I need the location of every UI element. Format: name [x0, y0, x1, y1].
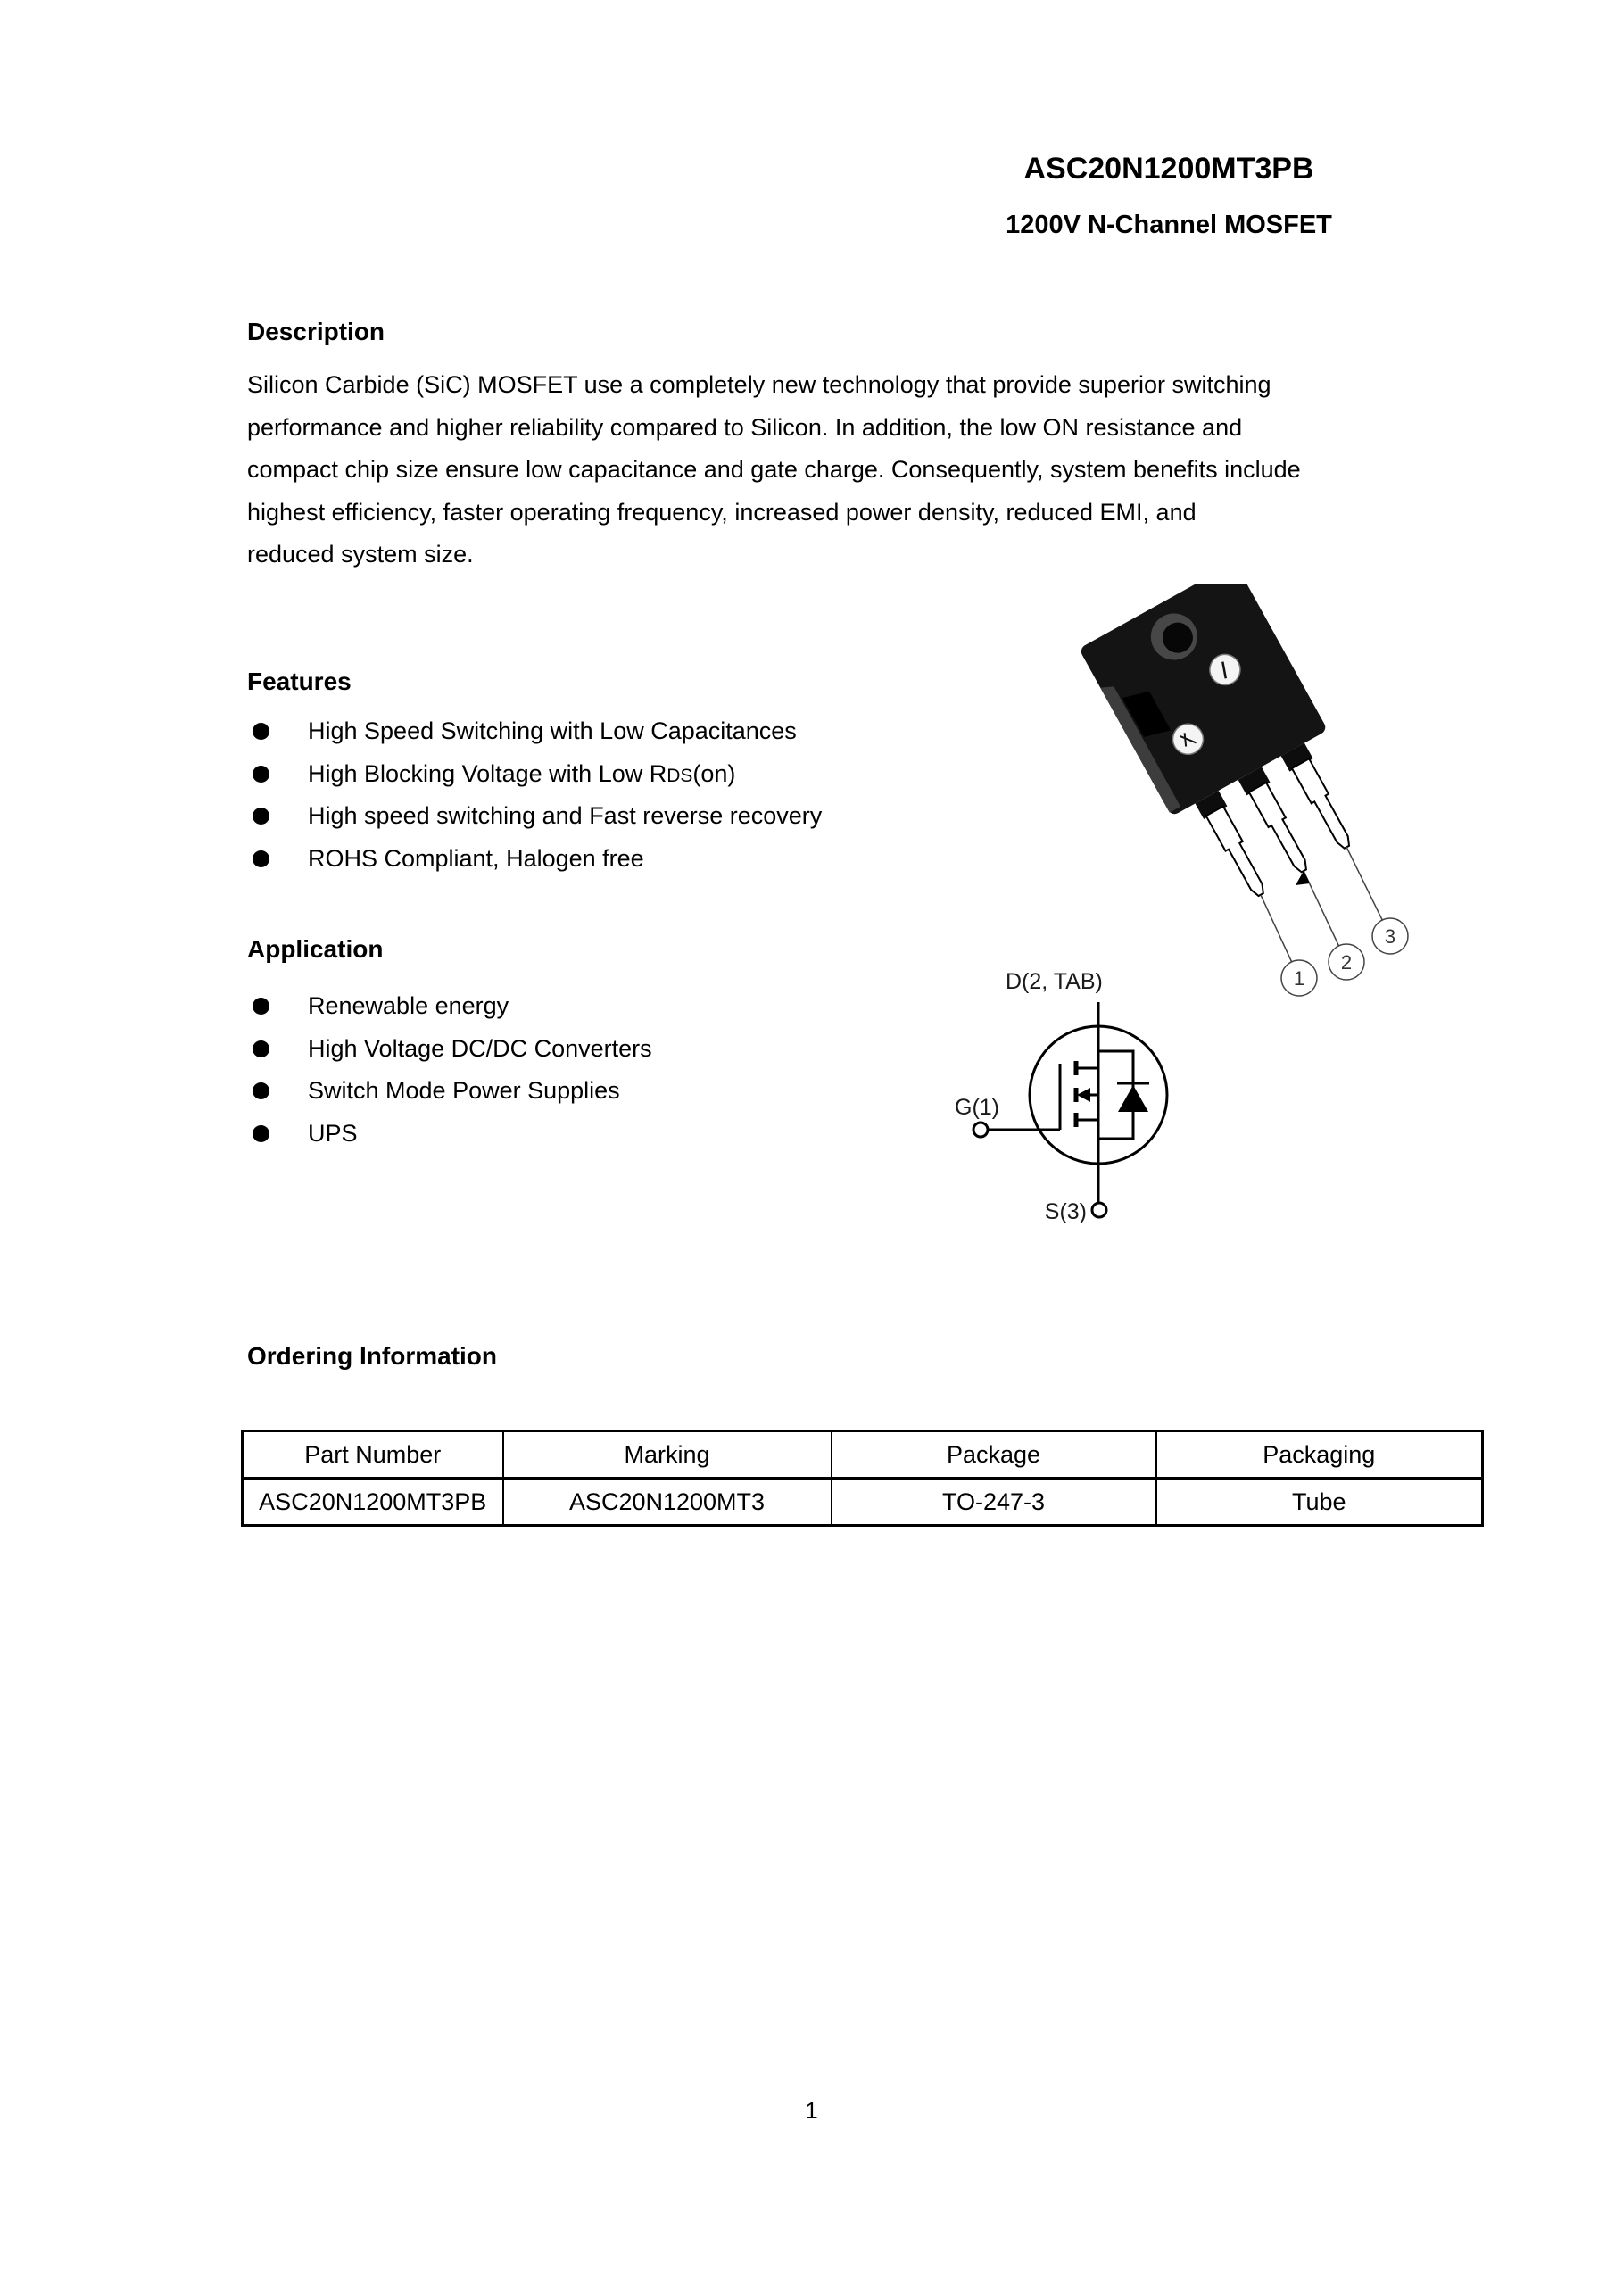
- package-photo: [1079, 584, 1382, 914]
- description-line: performance and higher reliability compared to Silicon. In addition, the low ON resistance and: [247, 413, 1243, 441]
- description-line: Silicon Carbide (SiC) MOSFET use a completely new technology that provide superior switching: [247, 371, 1271, 398]
- section-heading-application: Application: [247, 935, 384, 963]
- table-header-packaging: Packaging: [1156, 1431, 1483, 1479]
- description-line: compact chip size ensure low capacitance and gate charge. Consequently, system benefits include: [247, 456, 1301, 483]
- table-header-marking: Marking: [503, 1431, 832, 1479]
- page-title: ASC20N1200MT3PB: [1023, 152, 1314, 186]
- application-list: [253, 985, 652, 1155]
- source-terminal: [1092, 1203, 1106, 1217]
- feature-item-label: High Speed Switching with Low Capacitances: [308, 717, 797, 745]
- application-item: [253, 1028, 652, 1071]
- bullet-icon: [253, 1040, 269, 1057]
- table-cell-package: TO-247-3: [832, 1479, 1156, 1526]
- feature-item: [253, 838, 822, 881]
- feature-item: [253, 795, 822, 838]
- table-header-row: [243, 1431, 1483, 1479]
- section-heading-description: Description: [247, 318, 385, 345]
- feature-item-label: High Blocking Voltage with Low RDS(on): [308, 759, 736, 787]
- lead-pin-2: [1249, 783, 1312, 875]
- pin-callout-2-label: 2: [1340, 951, 1353, 974]
- ordering-table: [241, 1430, 1484, 1527]
- bullet-icon: [253, 723, 269, 740]
- application-item: [253, 1070, 652, 1113]
- page-subtitle: 1200V N-Channel MOSFET: [1006, 211, 1332, 239]
- table-cell-part-number: ASC20N1200MT3PB: [243, 1479, 503, 1526]
- description-paragraph: [247, 364, 1301, 576]
- bullet-icon: [253, 1125, 269, 1142]
- bullet-icon: [253, 850, 269, 867]
- package-and-symbol-figure: [946, 584, 1499, 1263]
- application-item-label: Switch Mode Power Supplies: [308, 1077, 620, 1105]
- body-arrow-icon: [1077, 1088, 1090, 1102]
- pin-callouts: [1281, 918, 1408, 996]
- description-line: reduced system size.: [247, 541, 474, 568]
- application-item-label: UPS: [308, 1119, 358, 1147]
- application-item-label: High Voltage DC/DC Converters: [308, 1034, 652, 1062]
- feature-item: [253, 710, 822, 753]
- application-item: [253, 985, 652, 1028]
- bullet-icon: [253, 766, 269, 783]
- table-row: [243, 1479, 1483, 1526]
- section-heading-ordering: Ordering Information: [247, 1342, 497, 1370]
- pin-callout-3-label: 3: [1384, 925, 1396, 948]
- mosfet-symbol: [955, 969, 1167, 1224]
- drain-label: D(2, TAB): [1006, 969, 1103, 994]
- source-label: S(3): [1044, 1199, 1087, 1224]
- table-cell-marking: ASC20N1200MT3: [503, 1479, 832, 1526]
- table-header-package: Package: [832, 1431, 1156, 1479]
- feature-item-label: ROHS Compliant, Halogen free: [308, 844, 644, 872]
- feature-item-label: High speed switching and Fast reverse recovery: [308, 802, 823, 830]
- application-item: [253, 1113, 652, 1156]
- page-number: 1: [805, 2097, 818, 2124]
- table-header-part-number: Part Number: [243, 1431, 503, 1479]
- application-item-label: Renewable energy: [308, 992, 509, 1020]
- table-cell-packaging: Tube: [1156, 1479, 1483, 1526]
- bullet-icon: [253, 998, 269, 1015]
- bullet-icon: [253, 808, 269, 825]
- gate-terminal: [973, 1123, 988, 1137]
- callout-arrow-icon: [1296, 871, 1310, 885]
- description-line: highest efficiency, faster operating frequency, increased power density, reduced EMI, and: [247, 498, 1197, 526]
- diode-triangle-icon: [1118, 1085, 1148, 1112]
- pin-callout-1-label: 1: [1293, 967, 1305, 990]
- section-heading-features: Features: [247, 667, 352, 695]
- lead-pin-1: [1206, 807, 1270, 899]
- pin-callout-lines: [1261, 847, 1390, 978]
- feature-item: [253, 753, 822, 796]
- features-list: [253, 710, 822, 880]
- bullet-icon: [253, 1082, 269, 1099]
- gate-label: G(1): [955, 1095, 999, 1120]
- lead-pin-3: [1292, 758, 1355, 851]
